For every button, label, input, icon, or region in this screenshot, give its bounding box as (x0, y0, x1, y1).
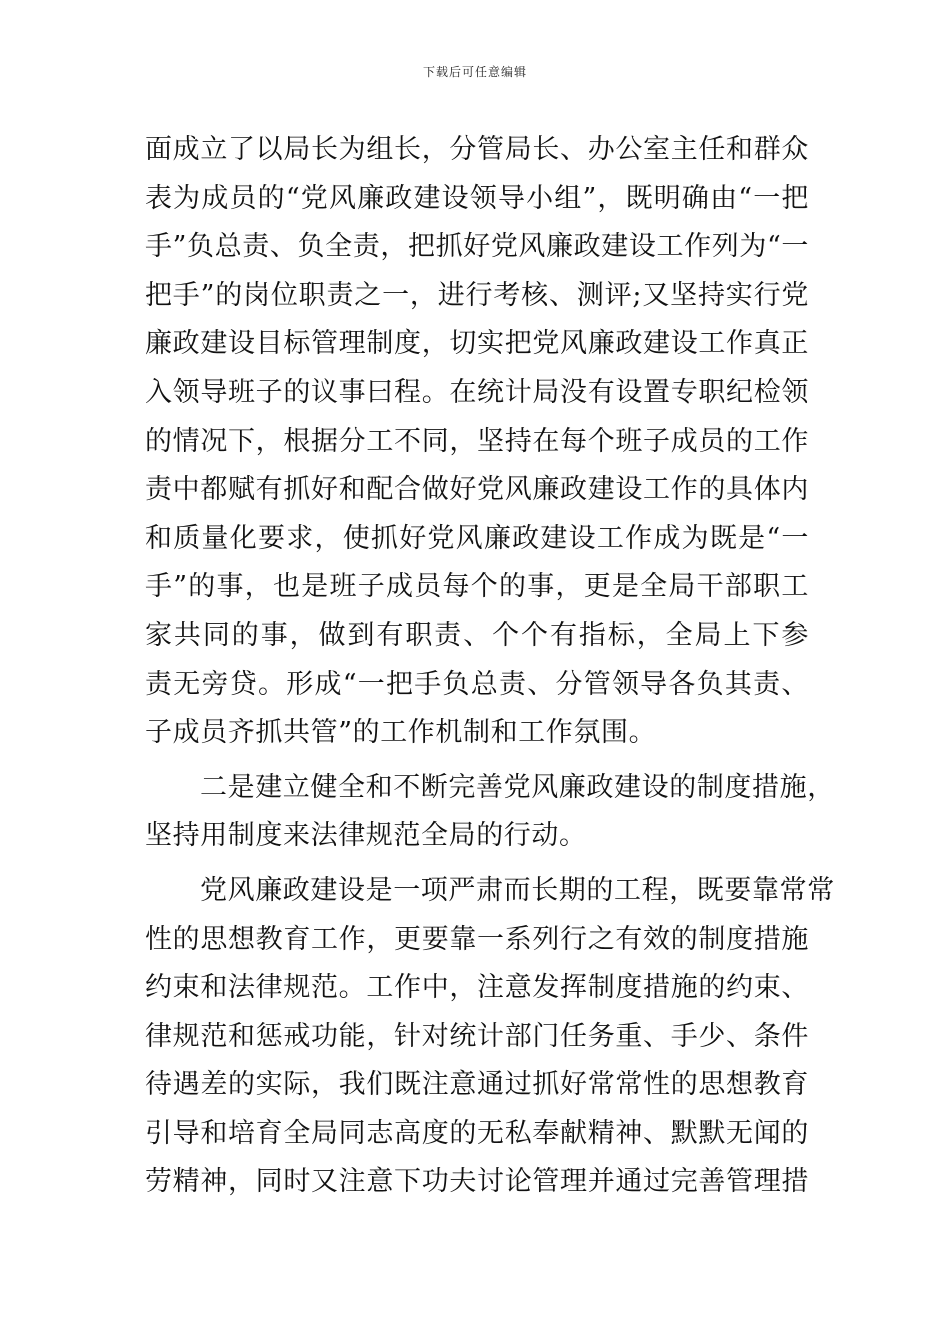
text-line: 性的思想教育工作，更要靠一系列行之有效的制度措施 (145, 923, 809, 955)
text-line: 入领导班子的议事曰程。在统计局没有设置专职纪检领 (145, 376, 809, 408)
text-line: 的情况下，根据分工不同，坚持在每个班子成员的工作 (145, 425, 809, 457)
text-line: 待遇差的实际，我们既注意通过抓好常常性的思想教育 (145, 1069, 809, 1101)
paragraph-3 (145, 867, 835, 1207)
text-line: 把手”的岗位职责之一，进行考核、测评;又坚持实行党 (145, 279, 809, 311)
text-line: 面成立了以局长为组长，分管局长、办公室主任和群众 (145, 134, 809, 165)
text-line: 二是建立健全和不断完善党风廉政建设的制度措施， (200, 771, 835, 803)
text-line: 廉政建设目标管理制度，切实把党风廉政建设工作真正 (145, 328, 809, 360)
text-line: 责中都赋有抓好和配合做好党风廉政建设工作的具体内 (145, 474, 809, 506)
text-line: 劳精神，同时又注意下功夫讨论管理并通过完善管理措 (145, 1166, 809, 1198)
paragraph-1 (145, 126, 809, 758)
text-line: 子成员齐抓共管”的工作机制和工作氛围。 (145, 717, 657, 749)
text-line: 党风廉政建设是一项严肃而长期的工程，既要靠常常 (200, 874, 835, 906)
paragraph-2 (145, 764, 835, 861)
text-line: 引导和培育全局同志高度的无私奉献精神、默默无闻的 (145, 1117, 809, 1149)
text-line: 表为成员的“党风廉政建设领导小组”，既明确由“一把 (145, 182, 809, 214)
document-body (145, 126, 835, 1207)
text-line: 手”的事，也是班子成员每个的事，更是全局干部职工 (145, 571, 809, 603)
text-line: 约束和法律规范。工作中，注意发挥制度措施的约束、 (145, 972, 809, 1004)
text-line: 手”负总责、负全责，把抓好党风廉政建设工作列为“一 (145, 231, 809, 263)
text-line: 家共同的事，做到有职责、个个有指标，全局上下参 (145, 619, 809, 651)
text-line: 责无旁贷。形成“一把手负总责、分管领导各负其责、 (145, 668, 809, 700)
text-line: 律规范和惩戒功能，针对统计部门任务重、手少、条件 (145, 1020, 809, 1052)
page-header: 下载后可任意编辑 (422, 65, 527, 79)
text-line: 和质量化要求，使抓好党风廉政建设工作成为既是“一 (145, 522, 809, 554)
text-line: 坚持用制度来法律规范全局的行动。 (145, 820, 587, 852)
